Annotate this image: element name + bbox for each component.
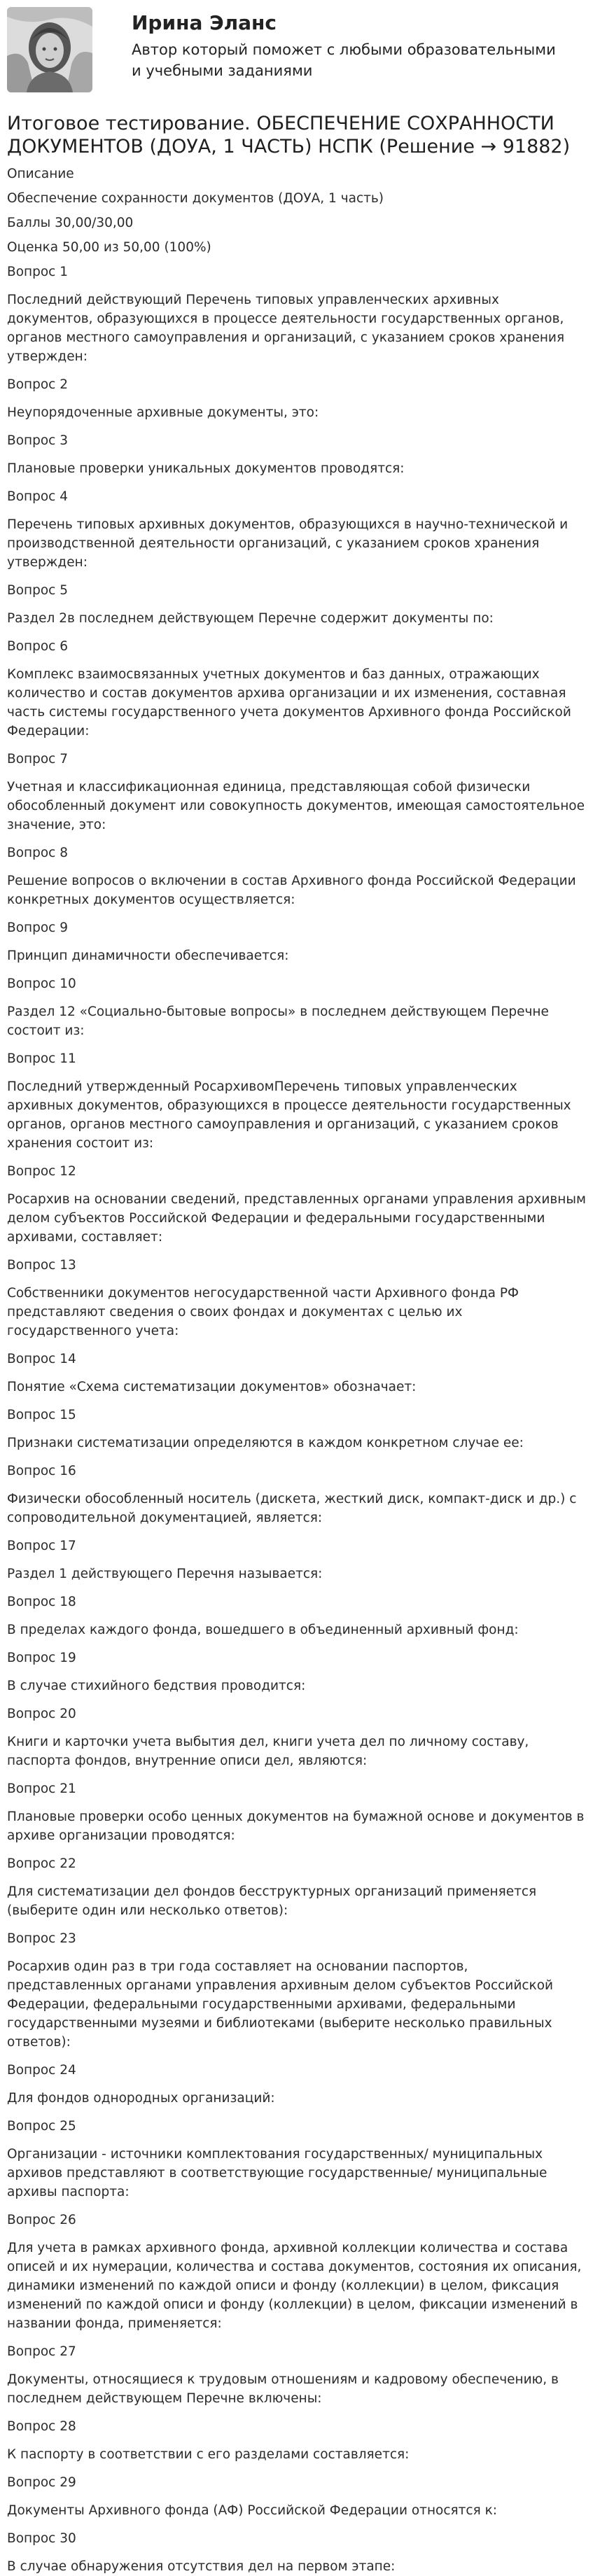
question-text: Росархив на основании сведений, представленных органами управления архивным делом субъектов Российской Федерации и федеральными государственными архивами, составляет: [7,1192,586,1245]
question-number: Вопрос 4 [7,489,68,504]
question-text: Признаки систематизации определяются в каждом конкретном случае ее: [7,1436,524,1450]
question-text: Книги и карточки учета выбытия дел, книги учета дел по личному составу, паспорта фондов, внутренние описи дел, являются: [7,1735,529,1768]
question-item [7,1050,586,1153]
score-line: Баллы 30,00/30,00 [7,216,134,230]
question-text: В случае стихийного бедствия проводится: [7,1679,306,1693]
author-header [0,0,593,112]
question-item [7,1780,586,1845]
question-text: Плановые проверки уникальных документов проводятся: [7,461,405,476]
question-list [7,263,586,2576]
question-item [7,582,586,628]
question-number: Вопрос 15 [7,1408,76,1422]
grade-line: Оценка 50,00 из 50,00 (100%) [7,240,211,255]
question-item [7,1350,586,1396]
question-text: Для фондов однородных организаций: [7,2091,275,2106]
question-text: Раздел 2в последнем действующем Перечне содержит документы по: [7,611,494,626]
question-item [7,1406,586,1452]
question-number: Вопрос 9 [7,920,68,935]
question-number: Вопрос 28 [7,2419,76,2434]
question-number: Вопрос 22 [7,1856,76,1871]
question-item [7,638,586,741]
question-item [7,750,586,834]
question-number: Вопрос 27 [7,2344,76,2359]
question-number: Вопрос 29 [7,2475,76,2490]
question-item [7,919,586,965]
question-number: Вопрос 16 [7,1464,76,1478]
question-text: Плановые проверки особо ценных документов на бумажной основе и документов в архиве организации проводятся: [7,1809,585,1843]
question-text: Росархив один раз в три года составляет на основании паспортов, представленных органами управления архивным делом субъектов Российской Федерации, федеральными государственными архивами, федеральными государственными музеями и библиотеками (выберите несколько правильных ответов): [7,1959,554,2050]
question-item [7,1462,586,1527]
question-item [7,432,586,478]
question-number: Вопрос 30 [7,2531,76,2546]
question-text: Комплекс взаимосвязанных учетных документов и баз данных, отражающих количество и состав документов архива организации и их изменения, составная часть системы государственного учета документов Архивного фонда Российской Федерации: [7,667,571,738]
question-number: Вопрос 25 [7,2119,76,2134]
page-title: Итоговое тестирование. ОБЕСПЕЧЕНИЕ СОХРАННОСТИ ДОКУМЕНТОВ (ДОУА, 1 ЧАСТЬ) НСПК (Решение → 91882) [7,113,571,158]
question-item [7,1930,586,2052]
question-text: Неупорядоченные архивные документы, это: [7,405,319,420]
question-text: Раздел 12 «Социально-бытовые вопросы» в последнем действующем Перечне состоит из: [7,1004,549,1038]
question-number: Вопрос 8 [7,846,68,860]
question-text: Последний утвержденный РосархивомПеречень типовых управленческих архивных документов, образующихся в процессе деятельности государственных органов, органов местного самоуправления и организаций, с указанием сроков хранения состоит из: [7,1079,571,1151]
question-text: Документы, относящиеся к трудовым отношениям и кадровому обеспечению, в последнем действующем Перечне включены: [7,2372,559,2406]
question-text: Для систематизации дел фондов бесструктурных организаций применяется (выберите один или несколько ответов): [7,1884,537,1918]
question-text: В случае обнаружения отсутствия дел на первом этапе: [7,2559,396,2574]
question-text: Организации - источники комплектования государственных/ муниципальных архивов представляют в соответствующие государственные/ муниципальные архивы паспорта: [7,2147,547,2199]
question-number: Вопрос 7 [7,752,68,766]
question-text: Для учета в рамках архивного фонда, архивной коллекции количества и состава описей и их нумерации, количества и состава документов, состояния их описания, динамики изменений по каждой описи и фонду (коллекции) в целом, фиксация изменений по каждой описи и фонду (коллекции) в целом, фиксации изменений в названии фонда, применяется: [7,2241,582,2331]
question-text: Решение вопросов о включении в состав Архивного фонда Российской Федерации конкретных документов осуществляется: [7,874,576,907]
question-text: Перечень типовых архивных документов, образующихся в научно-технической и производственной деятельности организаций, с указанием сроков хранения утвержден: [7,517,568,570]
author-name[interactable]: Ирина Эланс [132,11,277,34]
question-number: Вопрос 12 [7,1164,76,1179]
author-avatar[interactable] [7,7,92,92]
question-item [7,1163,586,1247]
test-content [0,112,593,2576]
question-number: Вопрос 10 [7,976,76,991]
question-text: К паспорту в соответствии с его разделами составляется: [7,2447,410,2462]
question-item [7,1705,586,1770]
question-text: Физически обособленный носитель (дискета, жесткий диск, компакт-диск и др.) с сопроводительной документацией, является: [7,1492,577,1525]
question-number: Вопрос 24 [7,2063,76,2078]
question-item [7,2211,586,2333]
question-number: Вопрос 6 [7,639,68,654]
question-item [7,1537,586,1583]
question-text: Учетная и классификационная единица, представляющая собой физически обособленный документ или совокупность документов, имеющая самостоятельное значение, это: [7,780,585,832]
question-item [7,1649,586,1695]
question-number: Вопрос 18 [7,1595,76,1609]
question-number: Вопрос 13 [7,1258,76,1273]
question-item [7,2118,586,2202]
question-item [7,1855,586,1920]
question-number: Вопрос 3 [7,433,68,448]
author-description: Автор который поможет с любыми образовательными и учебными заданиями [132,41,556,79]
description-value: Обеспечение сохранности документов (ДОУА, 1 часть) [7,191,384,206]
question-text: Понятие «Схема систематизации документов» обозначает: [7,1380,417,1394]
question-text: Принцип динамичности обеспечивается: [7,948,289,963]
question-number: Вопрос 11 [7,1051,76,1066]
question-item [7,2474,586,2520]
question-item [7,844,586,909]
question-number: Вопрос 2 [7,377,68,392]
question-number: Вопрос 17 [7,1539,76,1553]
question-text: Раздел 1 действующего Перечня называется: [7,1567,323,1581]
question-text: В пределах каждого фонда, вошедшего в объединенный архивный фонд: [7,1623,519,1637]
question-item [7,1593,586,1639]
question-text: Собственники документов негосударственной части Архивного фонда РФ представляют сведения о своих фондах и документах с целью их государственного учета: [7,1286,519,1338]
question-number: Вопрос 14 [7,1352,76,1366]
question-number: Вопрос 26 [7,2213,76,2227]
question-number: Вопрос 21 [7,1782,76,1796]
question-text: Документы Архивного фонда (АФ) Российской Федерации относятся к: [7,2503,498,2518]
question-number: Вопрос 19 [7,1651,76,1665]
question-item [7,975,586,1040]
question-number: Вопрос 20 [7,1707,76,1721]
question-item [7,2530,586,2576]
question-item [7,2343,586,2408]
question-item [7,2062,586,2108]
description-label: Описание [7,167,74,181]
question-number: Вопрос 1 [7,265,68,279]
question-item [7,263,586,366]
question-item [7,2418,586,2464]
question-item [7,1256,586,1340]
question-item [7,488,586,572]
question-item [7,376,586,422]
question-text: Последний действующий Перечень типовых управленческих архивных документов, образующихся в процессе деятельности государственных органов, органов местного самоуправления и организаций, с указанием сроков хранения утвержден: [7,293,565,364]
avatar-illustration [7,7,92,92]
question-number: Вопрос 23 [7,1931,76,1946]
question-number: Вопрос 5 [7,583,68,598]
